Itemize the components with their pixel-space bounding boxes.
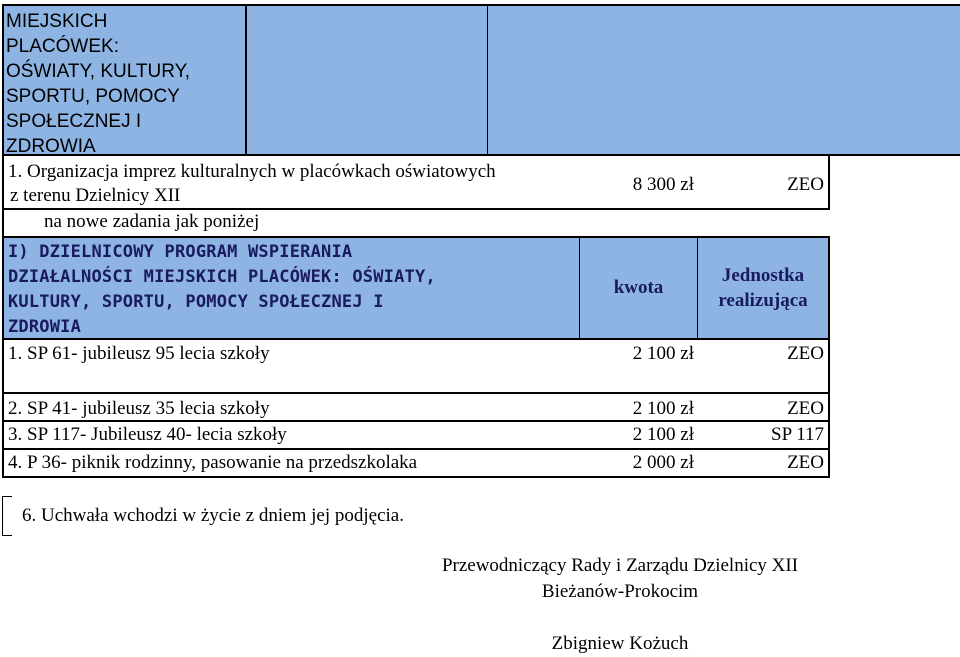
intro-unit: ZEO (698, 156, 830, 210)
header-block-mid (247, 4, 488, 156)
closing-bracket-icon (2, 496, 12, 536)
table-row-2-amount: 2 100 zł (582, 394, 698, 422)
signature-line-2: Bieżanów-Prokocim (541, 581, 699, 602)
table-row-4-name: 4. P 36- piknik rodzinny, pasowanie na przedszkolaka (2, 450, 582, 478)
table-row-1-name: 1. SP 61- jubileusz 95 lecia szkoły (2, 340, 582, 394)
program-header (2, 236, 580, 340)
table-row-1-amount: 2 100 zł (582, 340, 698, 394)
intro-row-text (2, 156, 582, 210)
intro-amount: 8 300 zł (582, 156, 698, 210)
table-row-2-unit: ZEO (698, 394, 830, 422)
closing-text: 6. Uchwała wchodzi w życie z dniem jej podjęcia. (22, 505, 404, 526)
intro-line-1: 1. Organizacja imprez kulturalnych w placówkach oświatowych (8, 161, 496, 182)
table-row-4-unit: ZEO (698, 450, 830, 478)
intro-line-2: z terenu Dzielnicy XII (10, 185, 181, 206)
table-row-3-amount: 2 100 zł (582, 422, 698, 450)
signature-block (400, 553, 840, 657)
header-block-left (2, 4, 247, 156)
header-title: MIEJSKICH PLACÓWEK: OŚWIATY, KULTURY, SPORTU, POMOCY SPOŁECZNEJ I ZDROWIA (6, 11, 191, 157)
note-text: na nowe zadania jak poniżej (2, 210, 582, 236)
table-row-3-name: 3. SP 117- Jubileusz 40- lecia szkoły (2, 422, 582, 450)
table-row-4-amount: 2 000 zł (582, 450, 698, 478)
table-row-3-unit: SP 117 (698, 422, 830, 450)
program-title: I) DZIELNICOWY PROGRAM WSPIERANIA DZIAŁALNOŚCI MIEJSKICH PLACÓWEK: OŚWIATY, KULTURY, SPORTU, POMOCY SPOŁECZNEJ I ZDROWIA (8, 242, 436, 337)
unit-header: Jednostka realizująca (698, 236, 830, 340)
table-row-1-unit: ZEO (698, 340, 830, 394)
signature-name: Zbigniew Kożuch (551, 633, 689, 654)
table-row-2-name: 2. SP 41- jubileusz 35 lecia szkoły (2, 394, 582, 422)
signature-line-1: Przewodniczący Rady i Zarządu Dzielnicy XII (441, 555, 799, 576)
header-block-right (488, 4, 960, 156)
amount-header-label: kwota (613, 277, 664, 298)
amount-header (580, 236, 698, 340)
